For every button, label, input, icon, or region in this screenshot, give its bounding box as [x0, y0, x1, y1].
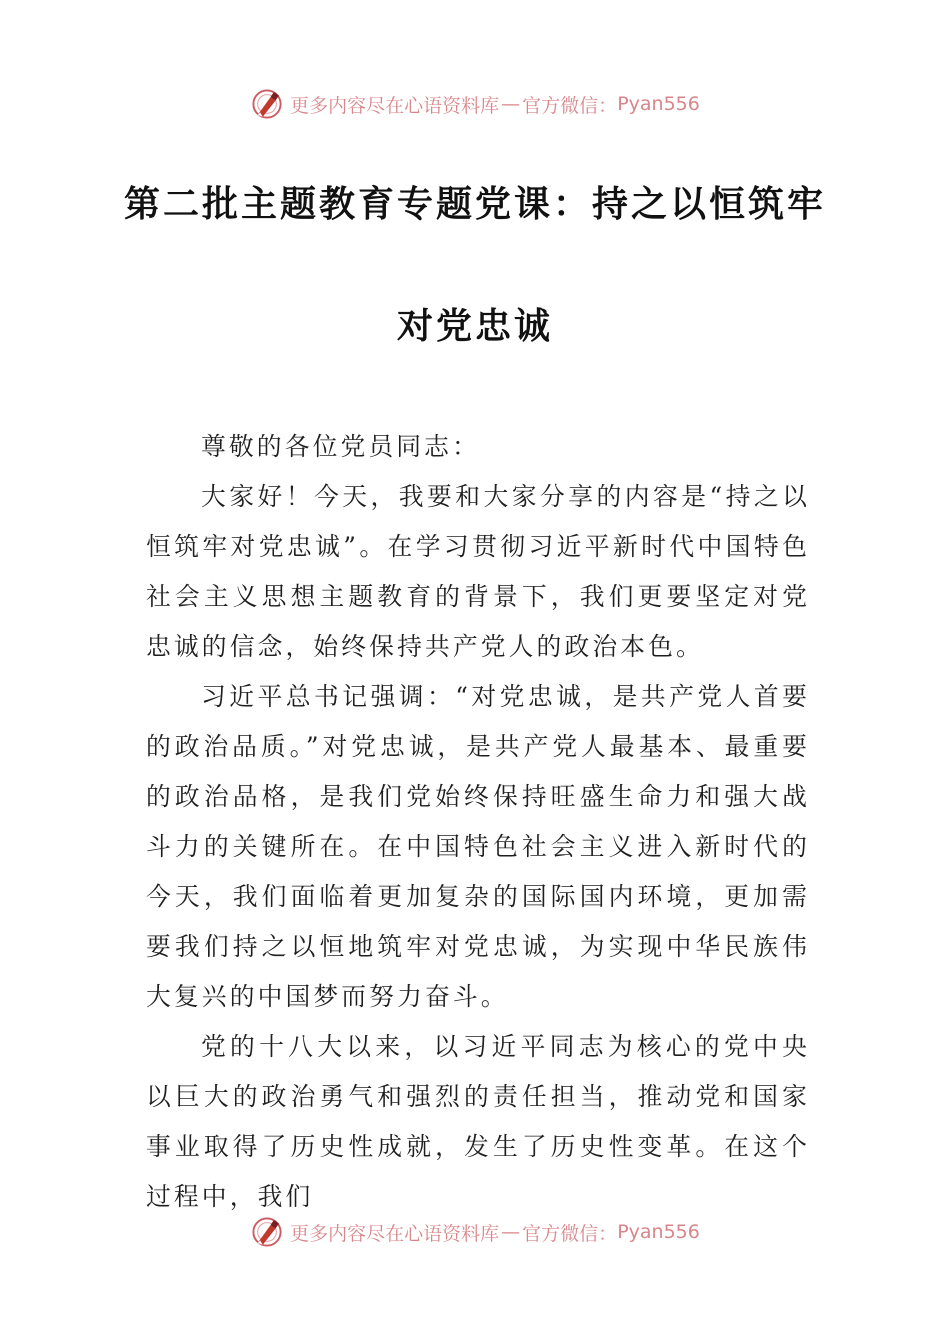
watermark-text: 更多内容尽在心语资料库 — [290, 94, 500, 117]
pen-nib-logo-icon — [250, 1215, 284, 1249]
pen-nib-logo-icon — [250, 87, 284, 121]
body-paragraph: 大家好！今天，我要和大家分享的内容是“持之以恒筑牢对党忠诚”。在学习贯彻习近平新时代中国特色社会主义思想主题教育的背景下，我们更要坚定对党忠诚的信念，始终保持共产党人的政治本色。 — [146, 482, 810, 661]
document-title-line-1: 第二批主题教育专题党课：持之以恒筑牢 — [123, 183, 826, 225]
watermark-separator: — — [501, 1221, 521, 1243]
watermark-wechat-id: Pyan556 — [617, 1221, 700, 1243]
header-watermark — [0, 84, 950, 124]
watermark-wechat-id: Pyan556 — [617, 93, 700, 115]
watermark-wechat-label: 官方微信： — [522, 1222, 618, 1245]
watermark-separator: — — [501, 93, 521, 115]
document-title-line-2: 对党忠诚 — [396, 305, 553, 347]
watermark-wechat-label: 官方微信： — [522, 94, 618, 117]
footer-watermark — [0, 1212, 950, 1252]
body-paragraph: 党的十八大以来，以习近平同志为核心的党中央以巨大的政治勇气和强烈的责任担当，推动党和国家事业取得了历史性成就，发生了历史性变革。在这个过程中，我们 — [146, 1032, 810, 1211]
watermark-text: 更多内容尽在心语资料库 — [290, 1222, 500, 1245]
salutation-paragraph: 尊敬的各位党员同志： — [201, 432, 480, 461]
body-paragraph: 习近平总书记强调：“对党忠诚，是共产党人首要的政治品质。”对党忠诚，是共产党人最基本、最重要的政治品格，是我们党始终保持旺盛生命力和强大战斗力的关键所在。在中国特色社会主义进入新时代的今天，我们面临着更加复杂的国际国内环境，更加需要我们持之以恒地筑牢对党忠诚，为实现中华民族伟大复兴的中国梦而努力奋斗。 — [146, 682, 810, 1011]
document-body — [146, 422, 810, 1222]
